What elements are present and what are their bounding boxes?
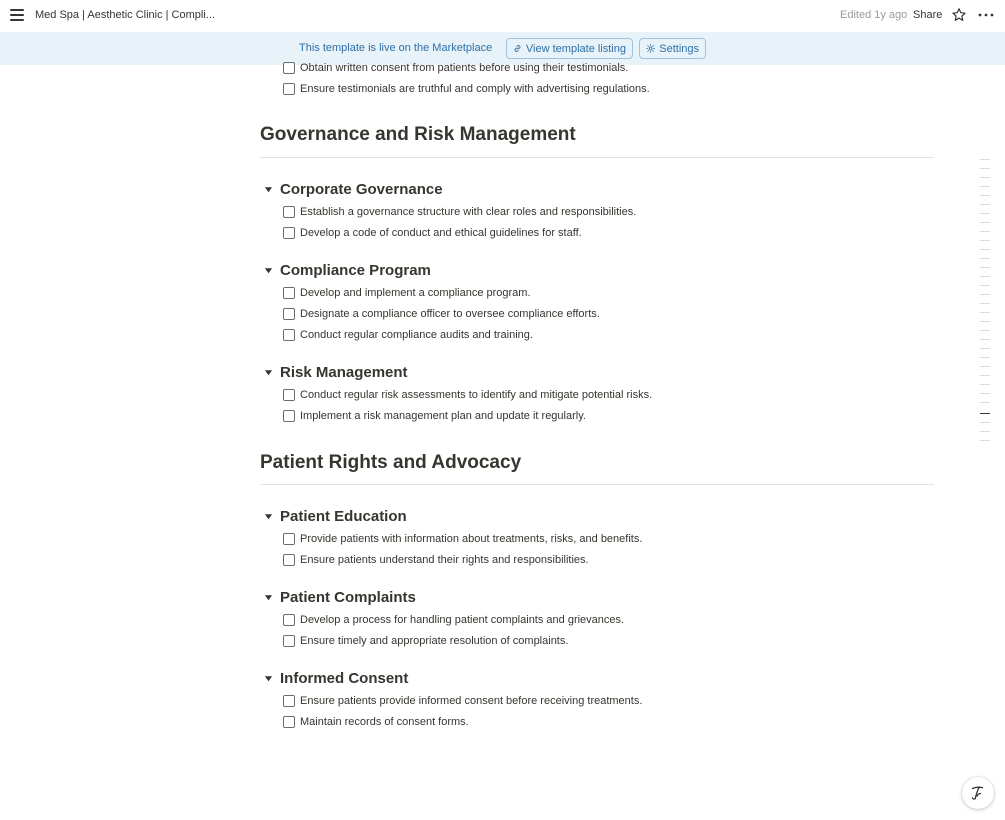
edited-timestamp: Edited 1y ago [840, 9, 908, 21]
todo-checkbox[interactable] [283, 308, 295, 320]
toggle-heading [263, 362, 408, 382]
subsection-heading: Risk Management [280, 363, 408, 381]
outline-line[interactable] [980, 375, 990, 376]
toggle-heading [263, 587, 416, 607]
outline-line[interactable] [980, 249, 990, 250]
share-button[interactable]: Share [913, 9, 943, 21]
outline-line[interactable] [980, 348, 990, 349]
subsection-heading: Compliance Program [280, 261, 431, 279]
view-template-listing-button[interactable] [506, 38, 633, 59]
toggle-heading [263, 260, 431, 280]
todo-text: Develop and implement a compliance program. [300, 287, 531, 299]
outline-line[interactable] [980, 258, 990, 259]
outline-line[interactable] [980, 240, 990, 241]
toggle-arrow-icon[interactable] [263, 265, 273, 275]
toggle-arrow-icon[interactable] [263, 673, 273, 683]
section-heading: Patient Rights and Advocacy [260, 452, 522, 473]
subsection-heading: Patient Complaints [280, 588, 416, 606]
todo-checkbox[interactable] [283, 716, 295, 728]
todo-checkbox[interactable] [283, 614, 295, 626]
todo-text: Designate a compliance officer to oversee compliance efforts. [300, 308, 600, 320]
todo-text: Develop a code of conduct and ethical guidelines for staff. [300, 227, 582, 239]
todo-item [283, 204, 636, 220]
todo-checkbox[interactable] [283, 695, 295, 707]
todo-text: Obtain written consent from patients before using their testimonials. [300, 62, 629, 74]
outline-line[interactable] [980, 422, 990, 423]
help-icon [969, 784, 987, 802]
divider [260, 157, 934, 158]
toggle-arrow-icon[interactable] [263, 511, 273, 521]
todo-checkbox[interactable] [283, 554, 295, 566]
subsection-heading: Patient Education [280, 507, 407, 525]
outline-line[interactable] [980, 312, 990, 313]
view-template-listing-label: View template listing [525, 42, 626, 55]
outline-line[interactable] [980, 366, 990, 367]
todo-checkbox[interactable] [283, 83, 295, 95]
outline-line[interactable] [980, 330, 990, 331]
outline-line[interactable] [980, 267, 990, 268]
outline-line[interactable] [980, 294, 990, 295]
todo-checkbox[interactable] [283, 533, 295, 545]
outline-line[interactable] [980, 285, 990, 286]
outline-line[interactable] [980, 357, 990, 358]
todo-item [283, 693, 642, 709]
todo-text: Ensure patients provide informed consent before receiving treatments. [300, 695, 643, 707]
todo-item [283, 612, 624, 628]
todo-checkbox[interactable] [283, 410, 295, 422]
todo-text: Ensure timely and appropriate resolution of complaints. [300, 635, 569, 647]
todo-item [283, 408, 586, 424]
settings-label: Settings [659, 42, 699, 55]
toggle-heading [263, 668, 408, 688]
outline-line-active[interactable] [980, 413, 990, 414]
todo-checkbox[interactable] [283, 206, 295, 218]
todo-text: Conduct regular risk assessments to identify and mitigate potential risks. [300, 389, 653, 401]
gear-icon [646, 43, 655, 54]
outline-line[interactable] [980, 339, 990, 340]
todo-checkbox[interactable] [283, 635, 295, 647]
todo-item [283, 387, 652, 403]
todo-text: Implement a risk management plan and update it regularly. [300, 410, 586, 422]
todo-item [283, 633, 568, 649]
todo-checkbox[interactable] [283, 227, 295, 239]
todo-item [283, 285, 531, 301]
todo-text: Establish a governance structure with clear roles and responsibilities. [300, 206, 637, 218]
todo-text: Ensure patients understand their rights and responsibilities. [300, 554, 589, 566]
outline-line[interactable] [980, 321, 990, 322]
outline-line[interactable] [980, 204, 990, 205]
outline-line[interactable] [980, 222, 990, 223]
toggle-arrow-icon[interactable] [263, 367, 273, 377]
todo-checkbox[interactable] [283, 329, 295, 341]
outline-line[interactable] [980, 303, 990, 304]
toggle-arrow-icon[interactable] [263, 184, 273, 194]
todo-text: Conduct regular compliance audits and training. [300, 329, 533, 341]
outline-line[interactable] [980, 231, 990, 232]
section-heading: Governance and Risk Management [260, 124, 576, 145]
outline-line[interactable] [980, 384, 990, 385]
todo-item [283, 60, 628, 76]
todo-item [283, 531, 642, 547]
todo-text: Ensure testimonials are truthful and comply with advertising regulations. [300, 83, 650, 95]
outline-line[interactable] [980, 440, 990, 441]
outline-line[interactable] [980, 159, 990, 160]
outline-line[interactable] [980, 276, 990, 277]
todo-item [283, 552, 589, 568]
toggle-heading [263, 506, 407, 526]
toggle-arrow-icon[interactable] [263, 592, 273, 602]
todo-item [283, 327, 533, 343]
outline-line[interactable] [980, 177, 990, 178]
todo-item [283, 225, 582, 241]
page-title[interactable]: Med Spa | Aesthetic Clinic | Compli... [35, 9, 215, 21]
menu-icon[interactable] [10, 9, 24, 21]
todo-checkbox[interactable] [283, 62, 295, 74]
outline-line[interactable] [980, 168, 990, 169]
todo-text: Provide patients with information about treatments, risks, and benefits. [300, 533, 643, 545]
outline-line[interactable] [980, 213, 990, 214]
todo-item [283, 306, 600, 322]
todo-item [283, 714, 469, 730]
star-icon[interactable] [951, 7, 967, 23]
todo-text: Develop a process for handling patient complaints and grievances. [300, 614, 625, 626]
link-icon [513, 43, 522, 54]
todo-item [283, 81, 650, 97]
outline-line[interactable] [980, 431, 990, 432]
subsection-heading: Informed Consent [280, 669, 409, 687]
outline-line[interactable] [980, 186, 990, 187]
todo-text: Maintain records of consent forms. [300, 716, 469, 728]
outline-line[interactable] [980, 195, 990, 196]
subsection-heading: Corporate Governance [280, 180, 443, 198]
settings-button[interactable] [639, 38, 706, 59]
toggle-heading [263, 179, 443, 199]
todo-checkbox[interactable] [283, 389, 295, 401]
help-button[interactable] [962, 777, 994, 809]
banner-text: This template is live on the Marketplace [299, 42, 493, 54]
divider [260, 484, 934, 485]
outline-line[interactable] [980, 393, 990, 394]
top-bar [0, 0, 1005, 32]
more-icon[interactable] [977, 7, 995, 23]
outline-line[interactable] [980, 402, 990, 403]
todo-checkbox[interactable] [283, 287, 295, 299]
